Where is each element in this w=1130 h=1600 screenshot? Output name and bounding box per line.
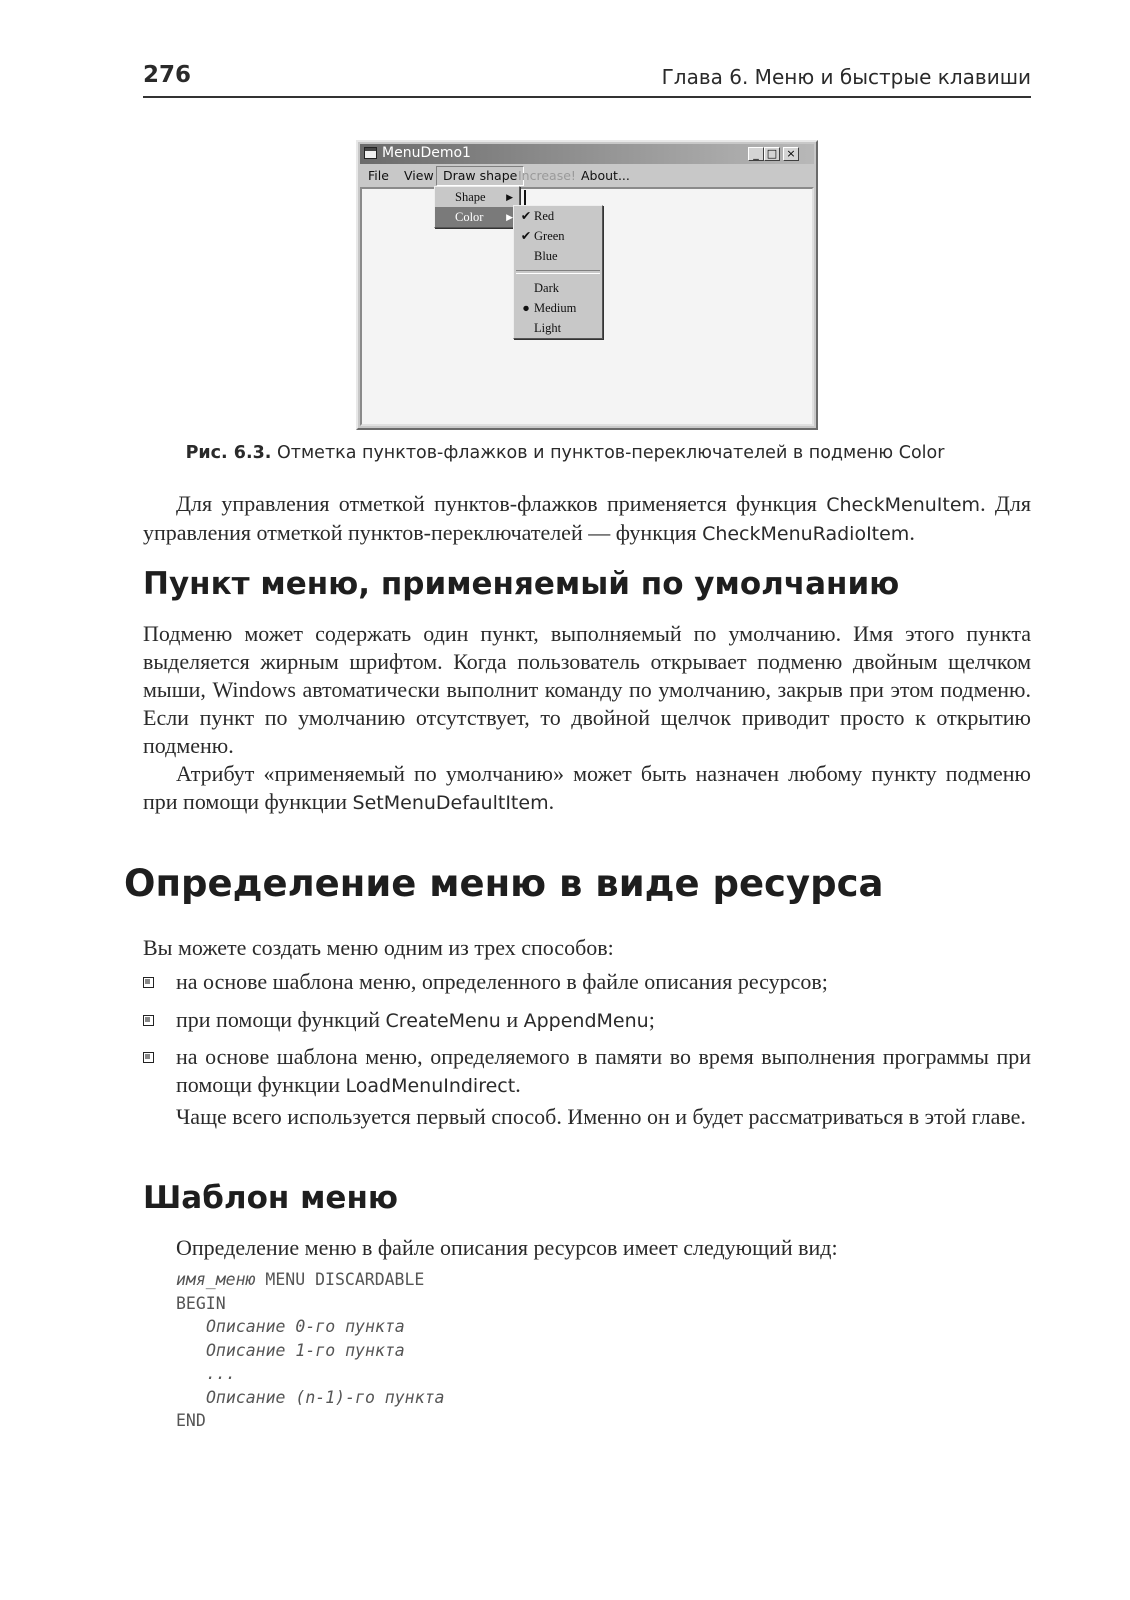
submenu-shape-label: Shape — [455, 190, 486, 204]
color-green[interactable] — [514, 226, 602, 246]
menu-about[interactable]: About... — [581, 168, 630, 183]
app-window-icon — [364, 147, 377, 159]
check-icon: ✔ — [520, 229, 532, 243]
checkbox-bullet-icon — [143, 977, 154, 988]
shade-light[interactable] — [514, 318, 602, 338]
code-setmenudefaultitem: SetMenuDefaultItem — [352, 792, 549, 814]
paragraph-ways-intro: Вы можете создать меню одним из трех способов: — [143, 935, 614, 960]
color-red[interactable] — [514, 206, 602, 226]
page-header — [143, 62, 1031, 98]
menu-separator — [516, 270, 600, 274]
draw-shape-submenu — [434, 186, 520, 228]
menu-file[interactable]: File — [368, 168, 389, 183]
heading-menu-resource: Определение меню в виде ресурса — [124, 862, 884, 905]
shade-light-label: Light — [534, 321, 562, 335]
color-submenu — [513, 205, 603, 339]
code-line: имя_меню MENU DISCARDABLE — [176, 1270, 425, 1289]
color-red-label: Red — [534, 209, 555, 223]
figure-caption — [0, 443, 1130, 463]
paragraph-template-intro: Определение меню в файле описания ресурсов имеет следующий вид: — [176, 1235, 838, 1260]
color-blue-label: Blue — [534, 249, 558, 263]
list-item: на основе шаблона меню, определяемого в памяти во время выполнения программы при помощи функции LoadMenuIndirect. — [143, 1043, 1031, 1099]
color-blue[interactable] — [514, 246, 602, 266]
heading-menu-template: Шаблон меню — [143, 1180, 398, 1216]
check-icon: ✔ — [520, 209, 532, 223]
shade-dark-label: Dark — [534, 281, 559, 295]
shade-medium[interactable] — [514, 298, 602, 318]
submenu-color[interactable] — [435, 207, 519, 227]
code-block — [176, 1268, 444, 1433]
menu-view[interactable]: View — [404, 168, 434, 183]
code-line: Описание (n-1)-го пункта — [206, 1387, 445, 1407]
code-line: Описание 0-го пункта — [206, 1317, 405, 1336]
checkbox-bullet-icon — [143, 1015, 154, 1026]
window-titlebar — [360, 144, 814, 164]
close-icon[interactable]: × — [783, 147, 799, 161]
paragraph-first-way: Чаще всего используется первый способ. Именно он и будет рассматриваться в этой главе. — [176, 1104, 1026, 1129]
caption-text: Отметка пунктов-флажков и пунктов-переключателей в подменю Color — [277, 443, 945, 463]
minimize-icon[interactable]: _ — [748, 147, 764, 161]
code-line: END — [176, 1411, 206, 1430]
shade-medium-label: Medium — [534, 301, 577, 315]
checkbox-bullet-icon — [143, 1052, 154, 1063]
shade-dark[interactable] — [514, 278, 602, 298]
submenu-color-label: Color — [455, 210, 484, 224]
heading-default-item: Пункт меню, применяемый по умолчанию — [143, 566, 900, 602]
code-line: Описание 1-го пункта — [206, 1340, 405, 1360]
menu-draw-shape[interactable]: Draw shape — [436, 166, 524, 186]
window-title: MenuDemo1 — [382, 145, 471, 161]
paragraph-default-attr: Атрибут «применяемый по умолчанию» может быть назначен любому пункту подменю при помощи функции SetMenuDefaultItem. — [143, 761, 1031, 814]
caption-label: Рис. 6.3. — [185, 443, 272, 463]
list-item: при помощи функций CreateMenu и AppendMenu; — [143, 1006, 1031, 1034]
code-line: ... — [206, 1364, 236, 1383]
submenu-shape[interactable] — [435, 187, 519, 207]
paragraph-check-functions: Для управления отметкой пунктов-флажков применяется функция CheckMenuItem. Для управления отметкой пунктов-переключателей — функция CheckMenuRadioItem. — [143, 491, 1031, 545]
paragraph-default-item: Подменю может содержать один пункт, выполняемый по умолчанию. Имя этого пункта выделяется жирным шрифтом. Когда пользователь открывает подменю двойным щелчком мыши, Windows автоматически выполнит команду по умолчанию, закрыв при этом подменю. Если пункт по умолчанию отсутствует, то двойной щелчок приводит просто к открытию подменю. — [143, 621, 1031, 758]
radio-dot-icon: ● — [522, 301, 530, 315]
running-title: Глава 6. Меню и быстрые клавиши — [661, 65, 1031, 89]
maximize-icon[interactable]: □ — [764, 147, 780, 161]
menu-bar — [360, 166, 814, 186]
code-checkmenuitem: CheckMenuItem — [826, 494, 981, 516]
page-number: 276 — [143, 62, 192, 88]
list-item: на основе шаблона меню, определенного в файле описания ресурсов; — [143, 968, 1031, 996]
chevron-right-icon: ▶ — [506, 192, 513, 202]
code-line: BEGIN — [176, 1293, 226, 1313]
menu-increase[interactable]: Increase! — [518, 168, 576, 183]
code-checkmenuradioitem: CheckMenuRadioItem — [702, 523, 910, 545]
color-green-label: Green — [534, 229, 565, 243]
chevron-right-icon: ▶ — [506, 212, 513, 222]
